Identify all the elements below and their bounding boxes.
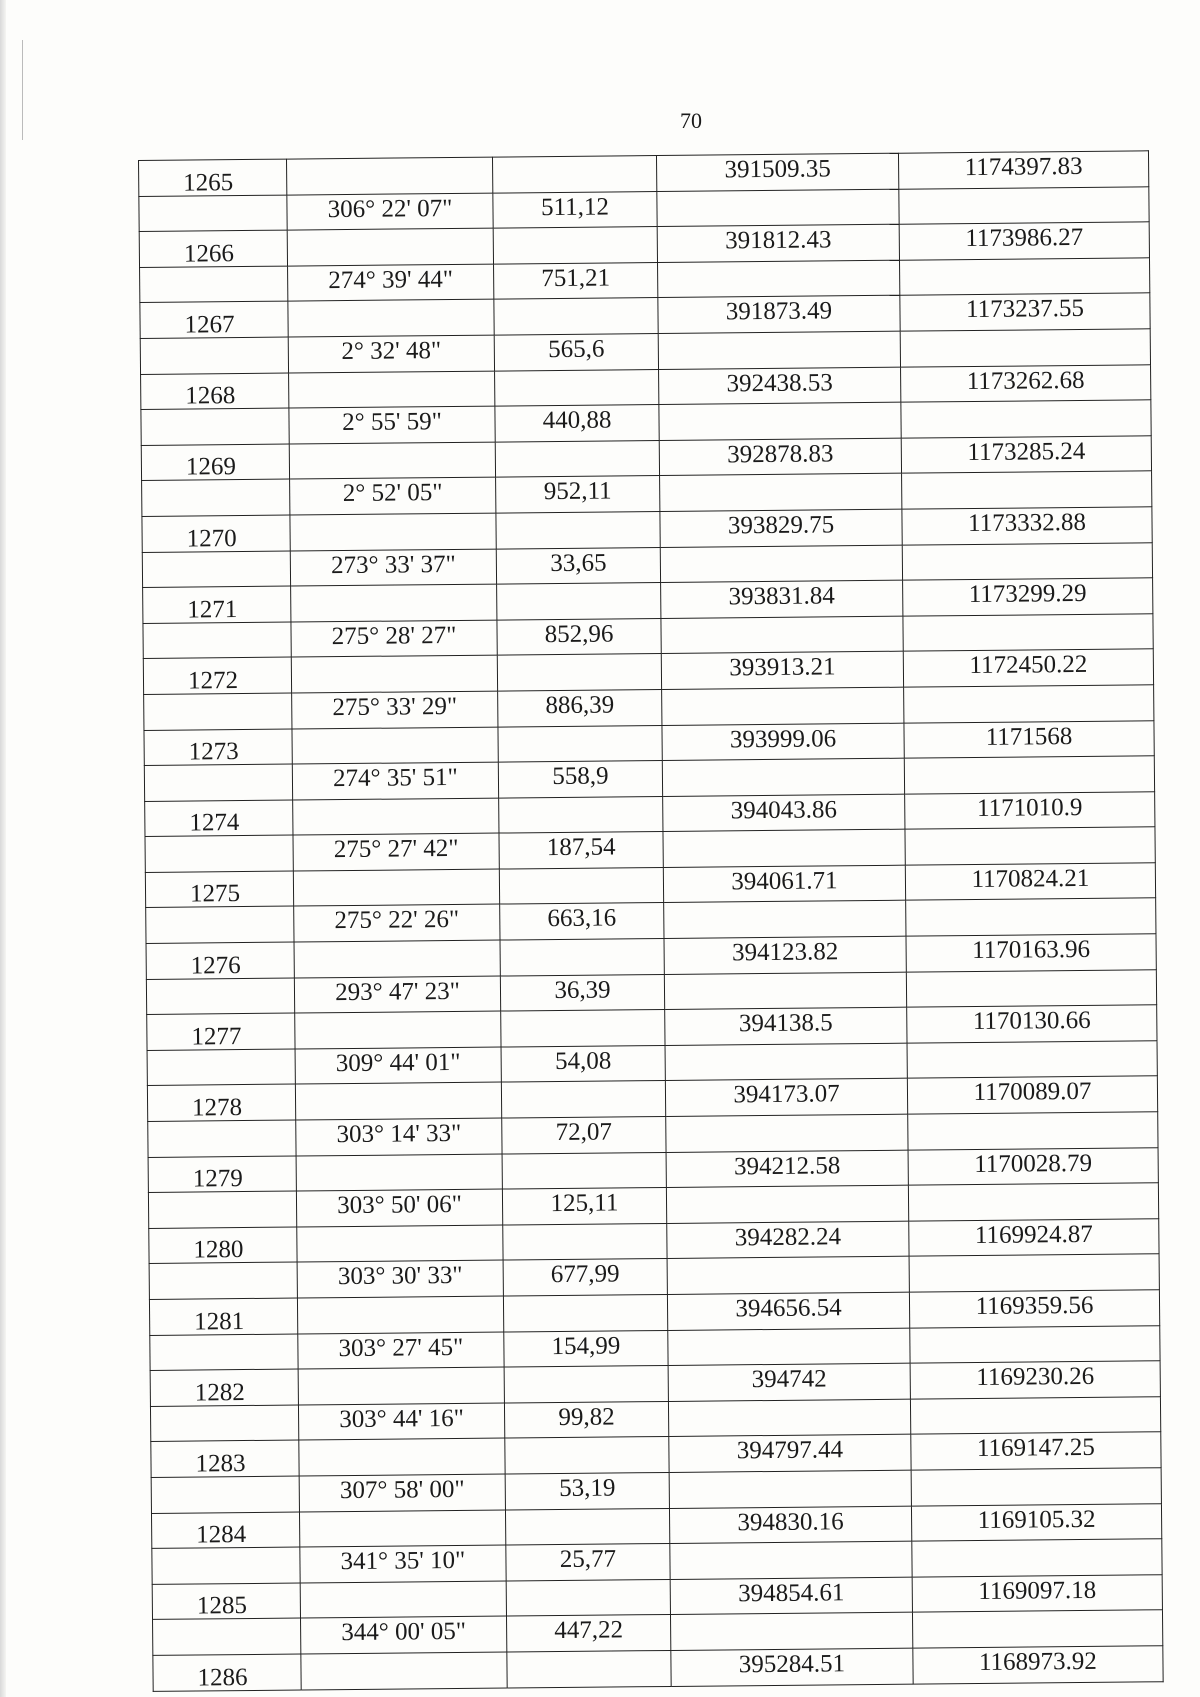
point-number-cell: 1286 [153,1654,301,1691]
y-coordinate-cell: 1169097.18 [912,1574,1162,1612]
page-number: 70 [680,108,702,133]
y-coordinate-cell: 1171010.9 [905,791,1155,829]
distance-cell [501,1010,665,1047]
bearing-cell: 2° 32' 48" [288,335,494,373]
x-coordinate-cell [667,1257,909,1295]
bearing-cell: 275° 22' 26" [294,905,500,943]
point-number-cell [144,764,292,801]
bearing-cell [299,1510,505,1548]
bearing-cell [286,157,492,195]
x-coordinate-cell: 394043.86 [663,794,905,832]
point-number-cell: 1270 [142,515,290,552]
y-coordinate-cell: 1170028.79 [908,1147,1158,1185]
x-coordinate-cell: 394656.54 [667,1292,909,1330]
bearing-cell [290,513,496,551]
point-number-cell: 1278 [147,1084,295,1121]
y-coordinate-cell: 1173986.27 [899,222,1149,260]
point-number-cell [143,622,291,659]
y-coordinate-cell: 1170163.96 [906,934,1156,972]
y-coordinate-cell: 1171568 [904,720,1154,758]
point-number-cell: 1280 [149,1227,297,1264]
x-coordinate-cell [663,829,905,867]
y-coordinate-cell: 1170824.21 [905,863,1155,901]
x-coordinate-cell [659,402,901,440]
distance-cell [495,369,659,406]
bearing-cell [301,1652,507,1690]
y-coordinate-cell: 1173237.55 [900,293,1150,331]
point-number-cell: 1275 [145,871,293,908]
x-coordinate-cell: 394212.58 [666,1150,908,1188]
scan-edge-line [22,40,23,140]
x-coordinate-cell: 393913.21 [661,651,903,689]
point-number-cell [147,1049,295,1086]
y-coordinate-cell [904,756,1154,794]
x-coordinate-cell: 393829.75 [660,509,902,547]
distance-cell: 677,99 [503,1259,667,1296]
point-number-cell [145,835,293,872]
distance-cell: 952,11 [496,476,660,513]
bearing-cell: 2° 55' 59" [289,406,495,444]
distance-cell: 511,12 [493,191,657,228]
y-coordinate-cell [902,542,1152,580]
bearing-cell [293,869,499,907]
bearing-cell [289,371,495,409]
point-number-cell [144,693,292,730]
distance-cell [498,725,662,762]
x-coordinate-cell: 394742 [668,1363,910,1401]
x-coordinate-cell [665,1043,907,1081]
x-coordinate-cell: 395284.51 [671,1648,913,1686]
distance-cell: 154,99 [504,1330,668,1367]
distance-cell: 852,96 [497,618,661,655]
distance-cell: 54,08 [501,1045,665,1082]
point-number-cell [152,1547,300,1584]
bearing-cell [299,1438,505,1476]
y-coordinate-cell: 1173299.29 [903,578,1153,616]
x-coordinate-cell: 394282.24 [667,1221,909,1259]
point-number-cell [146,978,294,1015]
point-number-cell: 1268 [141,373,289,410]
distance-cell: 886,39 [498,689,662,726]
point-number-cell: 1266 [139,230,287,267]
y-coordinate-cell [906,898,1156,936]
x-coordinate-cell [670,1541,912,1579]
distance-cell [499,867,663,904]
x-coordinate-cell [658,331,900,369]
y-coordinate-cell [902,471,1152,509]
distance-cell [506,1579,670,1616]
point-number-cell: 1271 [143,586,291,623]
point-number-cell: 1274 [145,800,293,837]
y-coordinate-cell: 1170089.07 [907,1076,1157,1114]
table-wrapper [138,150,1164,1691]
point-number-cell: 1277 [147,1013,295,1050]
x-coordinate-cell [669,1470,911,1508]
y-coordinate-cell [908,1183,1158,1221]
bearing-cell [295,1082,501,1120]
x-coordinate-cell [666,1114,908,1152]
y-coordinate-cell [907,1041,1157,1079]
bearing-cell [291,584,497,622]
y-coordinate-cell [904,685,1154,723]
point-number-cell [148,1120,296,1157]
distance-cell: 558,9 [498,761,662,798]
y-coordinate-cell [912,1610,1162,1648]
point-number-cell: 1284 [151,1512,299,1549]
point-number-cell: 1281 [149,1298,297,1335]
distance-cell: 36,39 [500,974,664,1011]
x-coordinate-cell [664,901,906,939]
x-coordinate-cell [660,545,902,583]
y-coordinate-cell [900,329,1150,367]
y-coordinate-cell [899,258,1149,296]
point-number-cell: 1267 [140,301,288,338]
distance-cell [505,1508,669,1545]
point-number-cell: 1265 [139,159,287,196]
point-number-cell [151,1476,299,1513]
x-coordinate-cell: 392878.83 [659,438,901,476]
distance-cell [500,939,664,976]
x-coordinate-cell: 391873.49 [658,296,900,334]
x-coordinate-cell [660,474,902,512]
x-coordinate-cell [670,1612,912,1650]
x-coordinate-cell [668,1328,910,1366]
x-coordinate-cell [658,260,900,298]
bearing-cell [291,655,497,693]
bearing-cell: 273° 33' 37" [290,549,496,587]
y-coordinate-cell: 1168973.92 [913,1646,1163,1684]
distance-cell [505,1437,669,1474]
distance-cell: 187,54 [499,832,663,869]
distance-cell [495,440,659,477]
y-coordinate-cell [909,1254,1159,1292]
bearing-cell [300,1581,506,1619]
point-number-cell [140,266,288,303]
y-coordinate-cell [905,827,1155,865]
bearing-cell [288,299,494,337]
point-number-cell: 1279 [148,1156,296,1193]
x-coordinate-cell: 394797.44 [669,1435,911,1473]
x-coordinate-cell: 394830.16 [669,1506,911,1544]
bearing-cell: 2° 52' 05" [290,477,496,515]
distance-cell [497,583,661,620]
x-coordinate-cell: 394123.82 [664,936,906,974]
point-number-cell: 1276 [146,942,294,979]
x-coordinate-cell [662,687,904,725]
distance-cell: 53,19 [505,1472,669,1509]
bearing-cell: 306° 22' 07" [287,193,493,231]
point-number-cell: 1272 [143,657,291,694]
x-coordinate-cell: 394854.61 [670,1577,912,1615]
point-number-cell [141,408,289,445]
y-coordinate-cell [901,400,1151,438]
x-coordinate-cell: 393999.06 [662,723,904,761]
point-number-cell [150,1405,298,1442]
bearing-cell [287,228,493,266]
bearing-cell: 303° 14' 33" [296,1118,502,1156]
bearing-cell: 307° 58' 00" [299,1474,505,1512]
distance-cell [499,796,663,833]
distance-cell [497,654,661,691]
bearing-cell: 303° 44' 16" [298,1403,504,1441]
point-number-cell [153,1618,301,1655]
point-number-cell: 1273 [144,729,292,766]
distance-cell [496,511,660,548]
point-number-cell [148,1191,296,1228]
x-coordinate-cell [666,1185,908,1223]
distance-cell: 447,22 [506,1615,670,1652]
point-number-cell [140,337,288,374]
y-coordinate-cell: 1172450.22 [903,649,1153,687]
bearing-cell [295,1011,501,1049]
y-coordinate-cell: 1173285.24 [901,436,1151,474]
y-coordinate-cell [910,1325,1160,1363]
bearing-cell: 303° 27' 45" [298,1332,504,1370]
bearing-cell: 341° 35' 10" [300,1545,506,1583]
bearing-cell [297,1225,503,1263]
x-coordinate-cell: 393831.84 [661,580,903,618]
bearing-cell: 274° 39' 44" [288,264,494,302]
bearing-cell [298,1367,504,1405]
point-number-cell [146,907,294,944]
point-number-cell [139,195,287,232]
point-number-cell: 1269 [141,444,289,481]
y-coordinate-cell: 1170130.66 [907,1005,1157,1043]
y-coordinate-cell: 1169105.32 [911,1503,1161,1541]
x-coordinate-cell: 394138.5 [665,1007,907,1045]
x-coordinate-cell: 394173.07 [665,1079,907,1117]
bearing-cell [296,1154,502,1192]
bearing-cell: 275° 28' 27" [291,620,497,658]
point-number-cell [149,1262,297,1299]
point-number-cell [150,1334,298,1371]
bearing-cell: 309° 44' 01" [295,1047,501,1085]
y-coordinate-cell: 1169924.87 [909,1219,1159,1257]
scan-edge [0,0,6,1697]
bearing-cell: 303° 30' 33" [297,1260,503,1298]
x-coordinate-cell: 392438.53 [659,367,901,405]
distance-cell: 440,88 [495,405,659,442]
distance-cell [504,1366,668,1403]
y-coordinate-cell [903,613,1153,651]
distance-cell [503,1223,667,1260]
point-number-cell: 1282 [150,1369,298,1406]
point-number-cell: 1283 [151,1440,299,1477]
y-coordinate-cell: 1169359.56 [909,1290,1159,1328]
distance-cell: 99,82 [504,1401,668,1438]
point-number-cell [142,551,290,588]
distance-cell: 72,07 [502,1117,666,1154]
distance-cell [493,227,657,264]
y-coordinate-cell: 1173262.68 [901,364,1151,402]
y-coordinate-cell: 1169230.26 [910,1361,1160,1399]
x-coordinate-cell: 391509.35 [656,153,898,191]
bearing-cell [293,798,499,836]
coordinates-table [138,150,1164,1691]
bearing-cell [297,1296,503,1334]
y-coordinate-cell [910,1397,1160,1435]
distance-cell [503,1294,667,1331]
x-coordinate-cell: 394061.71 [663,865,905,903]
distance-cell: 25,77 [506,1544,670,1581]
distance-cell: 663,16 [500,903,664,940]
x-coordinate-cell [668,1399,910,1437]
bearing-cell: 275° 27' 42" [293,833,499,871]
y-coordinate-cell [906,969,1156,1007]
x-coordinate-cell: 391812.43 [657,224,899,262]
bearing-cell [294,940,500,978]
bearing-cell: 344° 00' 05" [301,1616,507,1654]
x-coordinate-cell [657,189,899,227]
distance-cell: 751,21 [494,262,658,299]
y-coordinate-cell: 1169147.25 [911,1432,1161,1470]
coordinates-table-body [139,151,1164,1691]
y-coordinate-cell [908,1112,1158,1150]
point-number-cell: 1285 [152,1583,300,1620]
y-coordinate-cell [911,1468,1161,1506]
distance-cell: 33,65 [496,547,660,584]
bearing-cell: 274° 35' 51" [292,762,498,800]
bearing-cell: 275° 33' 29" [292,691,498,729]
distance-cell [492,156,656,193]
distance-cell [494,298,658,335]
x-coordinate-cell [661,616,903,654]
bearing-cell [292,727,498,765]
point-number-cell [142,479,290,516]
bearing-cell: 293° 47' 23" [294,976,500,1014]
y-coordinate-cell: 1173332.88 [902,507,1152,545]
distance-cell [502,1152,666,1189]
distance-cell [507,1650,671,1687]
y-coordinate-cell [899,186,1149,224]
y-coordinate-cell: 1174397.83 [898,151,1148,189]
distance-cell: 565,6 [494,333,658,370]
x-coordinate-cell [662,758,904,796]
bearing-cell: 303° 50' 06" [296,1189,502,1227]
distance-cell [501,1081,665,1118]
distance-cell: 125,11 [502,1188,666,1225]
bearing-cell [289,442,495,480]
x-coordinate-cell [664,972,906,1010]
y-coordinate-cell [912,1539,1162,1577]
